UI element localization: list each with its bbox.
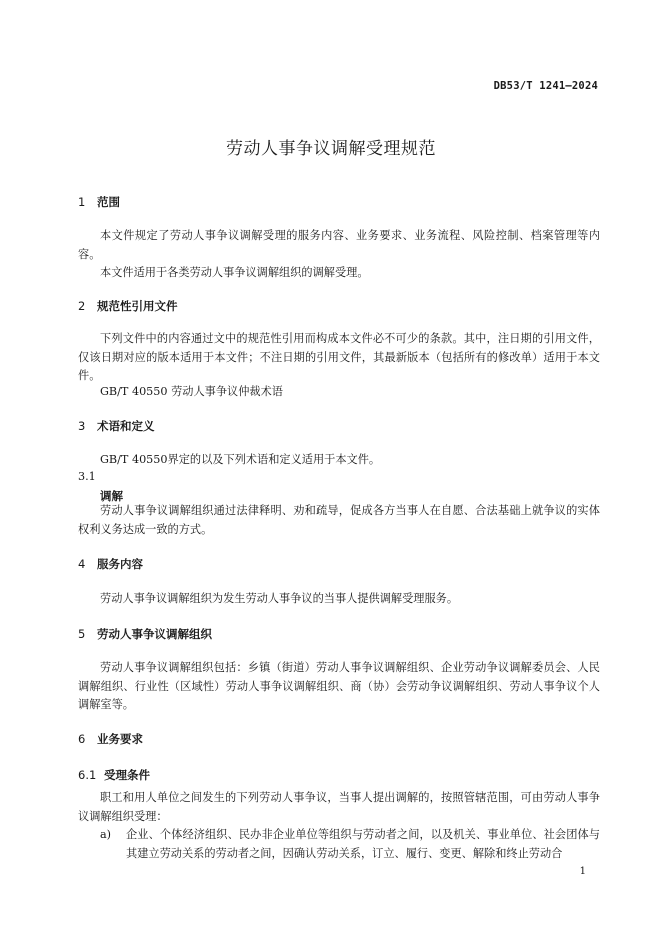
section-heading-3 — [78, 418, 155, 434]
paragraph: 劳动人事争议调解组织包括：乡镇（街道）劳动人事争议调解组织、企业劳动争议调解委员会、人民调解组织、行业性（区域性）劳动人事争议调解组织、商（协）会劳动争议调解组织、劳动人事争议个人调解室等。 — [78, 661, 600, 711]
term: 调解 — [100, 489, 123, 503]
paragraph: 下列文件中的内容通过文中的规范性引用而构成本文件必不可少的条款。其中，注日期的引用文件，仅该日期对应的版本适用于本文件；不注日期的引用文件，其最新版本（包括所有的修改单）适用于本文件。 — [78, 332, 600, 382]
standard-code: DB53/T 1241—2024 — [493, 80, 598, 92]
paragraph: 劳动人事争议调解组织为发生劳动人事争议的当事人提供调解受理服务。 — [100, 592, 459, 605]
section-title: 规范性引用文件 — [97, 299, 178, 313]
section-title: 范围 — [97, 195, 120, 209]
section-number: 3 — [78, 419, 86, 433]
list-label: a) — [100, 828, 112, 841]
section-heading-2 — [78, 298, 178, 314]
section-title: 术语和定义 — [97, 419, 155, 433]
paragraph: 职工和用人单位之间发生的下列劳动人事争议，当事人提出调解的，按照管辖范围，可由劳动人事争议调解组织受理： — [78, 791, 600, 823]
list-text: 企业、个体经济组织、民办非企业单位等组织与劳动者之间，以及机关、事业单位、社会团体与其建立劳动关系的劳动者之间，因确认劳动关系，订立、履行、变更、解除和终止劳动合 — [126, 828, 600, 860]
section-number: 4 — [78, 557, 86, 571]
paragraph: 本文件规定了劳动人事争议调解受理的服务内容、业务要求、业务流程、风险控制、档案管理等内容。 — [78, 229, 600, 261]
section-heading-5 — [78, 626, 212, 642]
document-title: 劳动人事争议调解受理规范 — [226, 139, 436, 159]
section-number: 2 — [78, 299, 86, 313]
subsection-heading-6-1 — [78, 767, 150, 783]
section-number: 1 — [78, 195, 86, 209]
list-item-a — [100, 826, 600, 863]
section-heading-1 — [78, 194, 120, 210]
section-number: 5 — [78, 627, 86, 641]
paragraph: GB/T 40550界定的以及下列术语和定义适用于本文件。 — [100, 453, 381, 466]
page-number: 1 — [579, 866, 586, 877]
term-definition: 劳动人事争议调解组织通过法律释明、劝和疏导，促成各方当事人在自愿、合法基础上就争议的实体权利义务达成一致的方式。 — [78, 504, 600, 536]
section-heading-6 — [78, 731, 143, 747]
reference-item: GB/T 40550 劳动人事争议仲裁术语 — [100, 385, 283, 398]
section-title: 服务内容 — [97, 557, 143, 571]
section-title: 业务要求 — [97, 732, 143, 746]
section-heading-4 — [78, 556, 143, 572]
subsection-number: 6.1 — [78, 768, 97, 782]
clause-number: 3.1 — [78, 470, 96, 483]
subsection-title: 受理条件 — [104, 768, 150, 782]
section-title: 劳动人事争议调解组织 — [97, 627, 212, 641]
paragraph: 本文件适用于各类劳动人事争议调解组织的调解受理。 — [100, 266, 369, 279]
section-number: 6 — [78, 732, 86, 746]
